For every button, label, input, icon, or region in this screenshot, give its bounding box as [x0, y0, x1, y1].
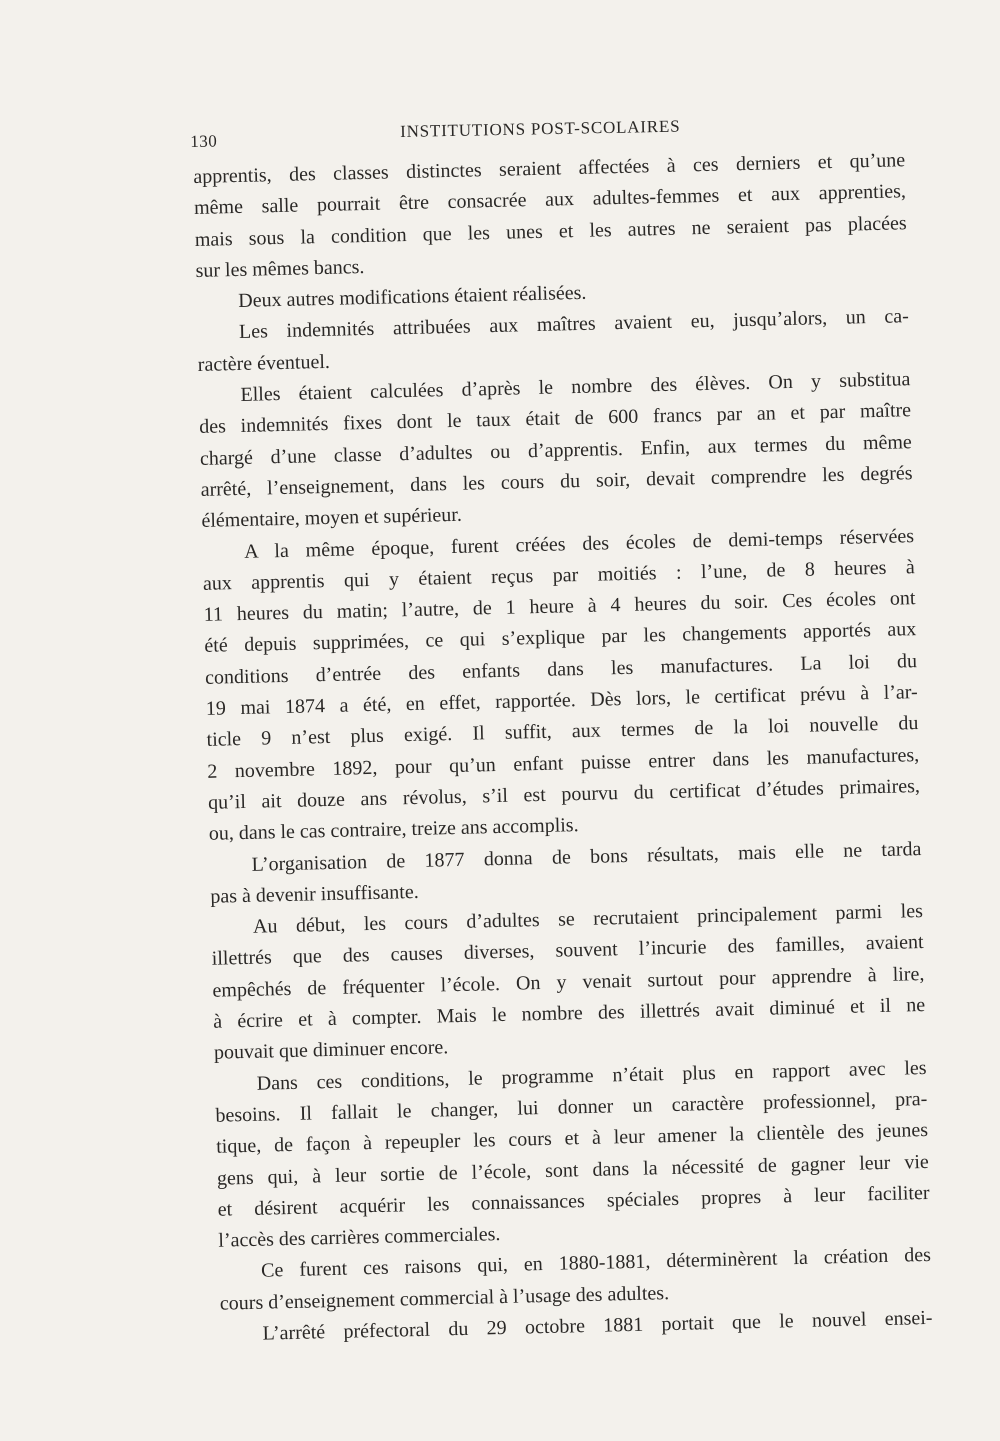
text-line: empêchés de fréquenter l’école. On y venait surtout pour apprendre à lire, [212, 962, 925, 1002]
text-line: Au début, les cours d’adultes se recrutaient principalement parmi les [252, 900, 924, 938]
text-line: pouvait que diminuer encore. [213, 1036, 449, 1065]
text-line: été depuis supprimées, ce qui s’explique par les changements apportés aux [204, 618, 917, 658]
text-line: et désirent acquérir les connaissances spéciales propres à leur faciliter [217, 1181, 930, 1221]
text-line: Les indemnités attribuées aux maîtres avaient eu, jusqu’alors, un ca- [238, 305, 910, 344]
text-line: sur les mêmes bancs. [195, 255, 365, 282]
text-line: élémentaire, moyen et supérieur. [201, 504, 463, 533]
text-line: des indemnités fixes dont le taux était de 600 francs par an et par maître [198, 399, 912, 439]
text-line: apprentis, des classes distinctes seraient affectées à ces derniers et qu’une [193, 149, 906, 188]
text-line: Deux autres modifications étaient réalisées. [238, 281, 587, 313]
text-line: besoins. Il fallait le changer, lui donner un caractère professionnel, pra- [215, 1087, 928, 1127]
text-line: 19 mai 1874 a été, en effet, rapportée. Dès lors, le certificat prévu à l’ar- [205, 681, 918, 720]
text-line: tique, de façon à repeupler les cours et à leur amener la clientèle des jeunes [215, 1119, 929, 1158]
text-line: à écrire et à compter. Mais le nombre des illettrés avait diminué et il ne [213, 994, 926, 1033]
text-line: L’arrêté préfectoral du 29 octobre 1881 portait que le nouvel ensei- [262, 1306, 933, 1345]
text-line: 11 heures du matin; l’autre, de 1 heure à 4 heures du soir. Ces écoles ont [203, 587, 916, 627]
text-line: même salle pourrait être consacrée aux adultes-femmes et aux apprenties, [193, 180, 907, 220]
text-line: illettrés que des causes diverses, souvent l’incurie des familles, avaient [211, 931, 924, 971]
text-line: ou, dans le cas contraire, treize ans accomplis. [208, 814, 579, 846]
text-line: Elles étaient calculées d’après le nombre des élèves. On y substitua [240, 368, 911, 407]
running-title: INSTITUTIONS POST-SCOLAIRES [399, 116, 681, 141]
text-line: Dans ces conditions, le programme n’était plus en rapport avec les [256, 1056, 927, 1095]
text-line: l’accès des carrières commerciales. [218, 1223, 501, 1252]
text-line: arrêté, l’enseignement, dans les cours du soir, devait comprendre les degrés [200, 462, 913, 501]
text-line: aux apprentis qui y étaient reçus par moitiés : l’une, de 8 heures à [202, 555, 916, 595]
text-line: Ce furent ces raisons qui, en 1880-1881, déterminèrent la création des [260, 1244, 932, 1283]
page-number: 130 [190, 131, 218, 151]
body-text [193, 145, 933, 1351]
text-line: cours d’enseignement commercial à l’usage des adultes. [219, 1281, 670, 1315]
text-line: qu’il ait douze ans révolus, s’il est pourvu du certificat d’études primaires, [207, 774, 921, 814]
text-line: ractère éventuel. [197, 350, 331, 376]
text-line: chargé d’une classe d’adultes ou d’apprentis. Enfin, aux termes du même [199, 430, 913, 470]
text-line: ticle 9 n’est plus exigé. Il suffit, aux termes de la loi nouvelle du [206, 712, 919, 752]
text-line: 2 novembre 1892, pour qu’un enfant puisse entrer dans les manufactures, [207, 743, 920, 783]
text-line: conditions d’entrée des enfants dans les manufactures. La loi du [204, 649, 918, 689]
text-line: L’organisation de 1877 donna de bons résultats, mais elle ne tarda [251, 837, 922, 876]
text-line: A la même époque, furent créées des écoles de demi-temps réservées [243, 524, 915, 563]
text-line: gens qui, à leur sortie de l’école, sont dans la nécessité de gagner leur vie [216, 1150, 930, 1190]
text-line: pas à devenir insuffisante. [210, 880, 419, 908]
text-line: mais sous la condition que les unes et les autres ne seraient pas placées [194, 211, 907, 251]
